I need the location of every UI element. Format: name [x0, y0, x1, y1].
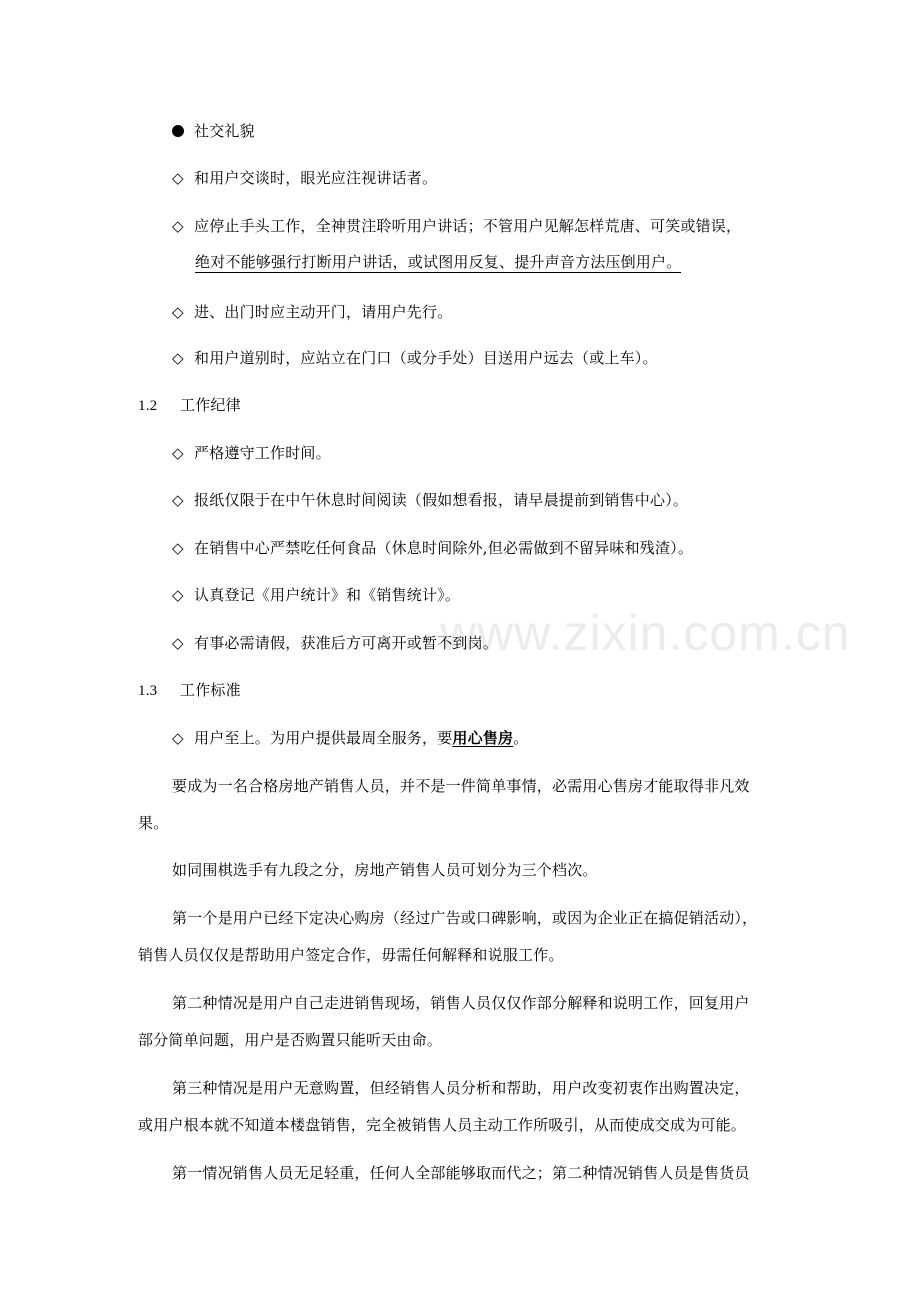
paragraph-line: 销售人员仅仅是帮助用户签定合作，毋需任何解释和说服工作。 [138, 946, 564, 964]
section-number: 1.3 [138, 683, 158, 699]
diamond-bullet-icon: ◇ [172, 586, 184, 604]
emphasis-text: 用心售房 [452, 729, 514, 747]
etiquette-heading [172, 121, 255, 141]
list-item: ◇ 用户至上。为用户提供最周全服务，要用心售房。 [172, 729, 529, 747]
diamond-bullet-icon: ◇ [172, 491, 184, 509]
etiquette-title: 社交礼貌 [194, 122, 255, 140]
list-item: ◇ 应停止手头工作，全神贯注聆听用户讲话；不管用户见解怎样荒唐、可笑或错误， [172, 217, 742, 235]
section-title: 工作纪律 [180, 396, 241, 414]
paragraph-line: 如同围棋选手有九段之分，房地产销售人员可划分为三个档次。 [172, 861, 598, 879]
diamond-bullet-icon: ◇ [172, 303, 184, 321]
paragraph-line: 第一情况销售人员无足轻重，任何人全部能够取而代之；第二种情况销售人员是售货员 [172, 1164, 750, 1182]
section-heading [138, 395, 241, 416]
list-item-continuation: 绝对不能够强行打断用户讲话，或试图用反复、提升声音方法压倒用户。 [195, 253, 682, 271]
list-item: ◇ 认真登记《用户统计》和《销售统计》。 [172, 586, 461, 604]
paragraph-line: 或用户根本就不知道本楼盘销售，完全被销售人员主动工作所吸引，从而使成交成为可能。 [138, 1116, 747, 1134]
list-item: ◇ 在销售中心严禁吃任何食品（休息时间除外,但必需做到不留异味和残渣）。 [172, 539, 694, 557]
paragraph-line: 第二种情况是用户自己走进销售现场，销售人员仅仅作部分解释和说明工作，回复用户 [172, 994, 750, 1012]
watermark: www.zixin.com.cn [440, 605, 851, 661]
list-item: ◇ 和用户道别时，应站立在门口（或分手处）目送用户远去（或上车）。 [172, 349, 658, 367]
list-item: ◇ 严格遵守工作时间。 [172, 444, 331, 462]
diamond-bullet-icon: ◇ [172, 634, 184, 652]
section-number: 1.2 [138, 398, 158, 414]
list-item: ◇ 和用户交谈时，眼光应注视讲话者。 [172, 169, 438, 187]
list-item: ◇ 进、出门时应主动开门，请用户先行。 [172, 303, 453, 321]
section-title: 工作标准 [180, 681, 241, 699]
diamond-bullet-icon: ◇ [172, 444, 184, 462]
list-item: ◇ 有事必需请假，获准后方可离开或暂不到岗。 [172, 634, 499, 652]
list-item: ◇ 报纸仅限于在中午休息时间阅读（假如想看报，请早晨提前到销售中心）。 [172, 491, 689, 509]
paragraph-line: 第三种情况是用户无意购置，但经销售人员分析和帮助，用户改变初衷作出购置决定， [172, 1079, 750, 1097]
section-heading [138, 680, 241, 701]
paragraph-line: 果。 [138, 814, 169, 832]
paragraph-line: 要成为一名合格房地产销售人员，并不是一件简单事情，必需用心售房才能取得非凡效 [172, 777, 750, 795]
diamond-bullet-icon: ◇ [172, 349, 184, 367]
paragraph-line: 部分简单问题，用户是否购置只能听天由命。 [138, 1031, 443, 1049]
paragraph-line: 第一个是用户已经下定决心购房（经过广告或口碑影响，或因为企业正在搞促销活动）， [172, 909, 758, 927]
diamond-bullet-icon: ◇ [172, 217, 184, 235]
diamond-bullet-icon: ◇ [172, 169, 184, 187]
diamond-bullet-icon: ◇ [172, 539, 184, 557]
filled-circle-bullet-icon [172, 125, 184, 137]
diamond-bullet-icon: ◇ [172, 729, 184, 747]
